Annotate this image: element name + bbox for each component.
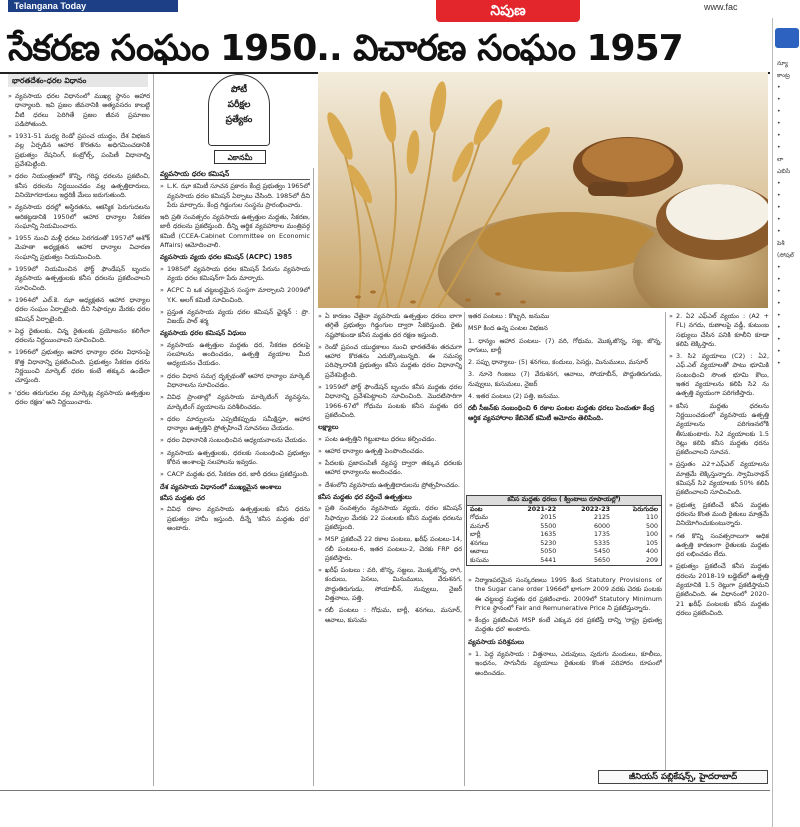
bullet-point: » రబీ పంటలు : గోధుమ, బార్లీ, శనగలు, మసూర్, ఆవాలు, కుసుమ — [318, 606, 462, 625]
table-cell: శనగలు — [470, 539, 489, 547]
section-heading: వ్యవసాయ ధరల కమిషన్ — [160, 170, 310, 180]
table-cell: ఆవాలు — [470, 548, 489, 555]
msp-data-table — [467, 506, 661, 566]
page-headline: సేకరణ సంఘం 1950.. విచారణ సంఘం 1957 — [8, 28, 683, 69]
paragraph: » 2. ఏ2 ఎఫ్‌ఎల్ వ్యయం : (A2 + FL) నగదు, రుణాలపై వడ్డీ, కుటుంబ సభ్యులు చేసిన పనికి కూలీని కూడా కలిపి లెక్కిస్తారు. — [669, 312, 769, 349]
website-url[interactable]: www.fac — [704, 2, 738, 12]
table-cell: 2015 — [540, 514, 557, 521]
table-header-cell: 2022-23 — [581, 505, 610, 513]
bullet-point: » ధరల విధాన సమగ్ర దృక్పథంతో ఆహార ధాన్యాల మార్కెట్ విధానాలను సూచించడం. — [160, 372, 310, 391]
table-cell: 5230 — [540, 539, 557, 547]
supplement-logo: నిపుణ — [436, 0, 580, 22]
bullet-point: » ఖరీఫ్ పంటలు : వరి, జొన్న, సజ్జలు, మొక్కజొన్న, రాగి, కందులు, పెసలు, మినుములు, వేరుశనగ, పొద్దుతిరుగుడు, సోయాబీన్, నువ్వులు, నైజర్ విత్తనాలు, పత్తి. — [318, 566, 462, 603]
bullet-point: » 1985లో వ్యవసాయ ధరల కమిషన్ పేరును వ్యవసాయ వ్యయ ధరల కమిషన్‌గా పేరు మార్చారు. — [160, 265, 310, 284]
bullet-point: » రెండో ప్రపంచ యుద్ధకాలం నుంచి భారతదేశం తరచుగా ఆహార కొరతను ఎదుర్కొంటున్నది. ఈ సమస్య పరిష్కారానికి ప్రభుత్వం కనీస మద్దతు ధరల విధానాన్ని ప్రవేశపెట్టింది. — [318, 343, 462, 380]
table-header-cell: పెరుగుదల — [632, 505, 658, 513]
paragraph: 2. పప్పు ధాన్యాలు- (5) శనగలు, కందులు, పెసర్లు, మినుములు, మసూర్ — [468, 358, 648, 367]
adjacent-page-fragment: • — [777, 120, 781, 127]
footer-rule — [0, 790, 770, 791]
column-5 — [669, 312, 769, 768]
table-cell: 1735 — [593, 531, 610, 538]
paragraph: » 1931-51 మధ్య రెండో ప్రపంచ యుద్ధం, దేశ విభజన వల్ల ఏర్పడిన ఆహార కొరతను అధిగమించడానికి ప్రభుత్వం రేషనింగ్, కంట్రోల్స్, పంపిణీ విధానాల్ని ప్రవేశపెట్టింది. — [8, 132, 150, 169]
adjacent-page-logo — [775, 28, 799, 48]
adjacent-page-fragment: • — [777, 276, 781, 283]
table-cell: బార్లీ — [470, 531, 481, 538]
paragraph: 3. నూనె గింజలు (7) వేరుశనగ, ఆవాలు, సోయాబీన్, పొద్దుతిరుగుడు, నువ్వులు, కుసుమలు, నైజర్ — [468, 370, 662, 388]
paragraph: » కేంద్రం ప్రకటించిన MSP కంటే ఎక్కువ ధర ప్రకటిస్తే దాన్ని 'రాష్ట్ర ప్రభుత్వ మద్దతు ధర' అంటారు. — [468, 616, 662, 635]
sub-heading: కనీస మద్దతు ధర వర్తించే ఉత్పత్తులు — [318, 493, 412, 502]
bullet-point: » పంట ఉత్పత్తిని గిట్టుబాటు ధరలు కల్పించడం. — [318, 435, 462, 444]
paragraph: వ్యవసాయ పరిశ్రమలు — [468, 637, 525, 646]
adjacent-page-fragment: కాంట్ర — [777, 72, 790, 79]
bullet-point: » 1959లో ఫోర్డ్ ఫౌండేషన్ బృందం కనీస మద్దతు ధరల విధానాన్ని ప్రవేశపెట్టాలని సూచించింది. మొదటిసారిగా 1966-67లో గోధుమ పంటకు కనీస మద్దతు ధర ప్రకటించింది. — [318, 383, 462, 420]
paragraph: » ప్రభుత్వ ప్రకటించే కనీస మద్దతు ధరలను కొంత మంది రైతులు మాత్రమే వినియోగించుకుంటున్నారు. — [669, 501, 769, 529]
adjacent-page-fragment: • — [777, 348, 781, 355]
paragraph: » నిర్మాణపరమైన సంస్కరణలు 1995 కింద Statutory Provisions of the Sugar cane order 1966లో భాగంగా 2009 వరకు చెరకు పంటకు ఈ చట్టబద్ధ మద్దతు ధర ప్రకటించారు. 2009లో Statutory Minimum Price స్థానంలో Fair and Remunerative Price ని ప్రకటిస్తున్నారు. — [468, 576, 662, 613]
left-column — [8, 92, 150, 784]
table-cell: 5335 — [593, 539, 610, 547]
table-cell: 5441 — [540, 556, 557, 564]
table-cell: మసూర్ — [470, 522, 490, 530]
publisher-credit: జీనియస్ పబ్లికేషన్స్, హైదరాబాద్ — [598, 770, 768, 784]
bullet-point: » వ్యవసాయ ఉత్పత్తుల మద్దతు ధర, సేకరణ ధరలపై సలహాలను అందించడం, ఉత్పత్తి వ్యయాల మీద అధ్యయనం చేయడం. — [160, 341, 310, 369]
sub-heading: వ్యవసాయ ధరల కమిషన్ విధులు — [160, 329, 247, 338]
table-cell: 110 — [645, 514, 658, 521]
table-cell: 2125 — [593, 514, 610, 521]
bullet-point: » పేదలకు ప్రజాపంపిణీ వ్యవస్థ ద్వారా తక్కువ ధరలకు ఆహార ధాన్యాలను అందించడం. — [318, 459, 462, 478]
bullet-point: » MSP ప్రకటించే 22 రకాల పంటలు, ఖరీఫ్ పంటలు-14, రబీ పంటలు-6, ఇతర పంటలు-2, చెరకు FRP ధర ప్రకటిస్తారు. — [318, 535, 462, 563]
adjacent-page-fragment: • — [777, 216, 781, 223]
bullet-point: » ప్రస్తుత వ్యవసాయ వ్యయ ధరల కమిషన్ ఛైర్మన్ : ప్రొ. విజయ్ పాల్ శర్మ — [160, 308, 310, 327]
bullet-point: » ACPC ని ఒక చట్టబద్ధమైన సంస్థగా మార్చాలని 2009లో Y.K. అలగ్ కమిటీ సూచించింది. — [160, 286, 310, 305]
adjacent-page-fragment: • — [777, 300, 781, 307]
masthead — [0, 0, 800, 28]
adjacent-page-fragment: • — [777, 108, 781, 115]
paragraph: » కనీస మద్దతు ధరలను నిర్ణయించడంలో వ్యవసాయ ఉత్పత్తి వ్యయాలను పరిగణనలోకి తీసుకుంటారు. సి2 వ్యయాలకు 1.5 రెట్లు కలిపి కనీస మద్దతు ధరను ప్రకటించాలని సూచన. — [669, 402, 769, 458]
subject-tag: ఎకానమీ — [214, 150, 266, 164]
wheat-grain-photo — [318, 72, 768, 308]
adjacent-page-fragment: • — [777, 84, 781, 91]
table-cell: 100 — [645, 531, 658, 538]
msp-table — [466, 495, 662, 566]
adjacent-page-items — [773, 58, 800, 370]
paragraph: » 1. పెద్ద వ్యవసాయ : విత్తనాలు, ఎరువులు, పురుగు మందులు, కూలీలు, ఇంధనం, సాగునీరు వ్యయాలు రైతులకు కొంత పరిహారం రూపంలో అందించడం. — [468, 650, 662, 678]
paragraph: » ప్రభుత్వం ప్రకటించే కనీస మద్దతు ధరలను 2018-19 బడ్జెట్‌లో ఉత్పత్తి వ్యయానికి 1.5 రెట్లుగా ప్రకటిస్తామని ప్రకటించింది. ఈ విధానంలో 2020-21 ఖరీఫ్ పంటలకు కనీస మద్దతు ధరలు ప్రకటించింది. — [669, 562, 769, 618]
table-cell: 105 — [645, 539, 658, 547]
paragraph: » ప్రస్తుతం ఎ2+ఎఫ్ఎల్ వ్యయాలను మాత్రమే లెక్కిస్తున్నారు. స్వామినాథన్ కమిషన్ సి2 వ్యయాలకు 50% కలిపి ప్రకటించాలని సూచించింది. — [669, 460, 769, 497]
sub-heading: దేశ వ్యవసాయ విధానంలో ముఖ్యమైన అంశాలు — [160, 482, 282, 491]
wheat-grain-illustration — [318, 72, 768, 308]
paragraph: 4. ఇతర పంటలు (2) పత్తి, జనుము. — [468, 392, 560, 401]
column-4-continued — [468, 576, 662, 784]
column-3 — [318, 312, 462, 784]
bullet-point: » ధరల మార్పులను ఎప్పటికప్పుడు సమీక్షిస్తూ, ఆహార ధాన్యాల ఉత్పత్తిని ప్రోత్సహించే సూచనలు చేయడం. — [160, 415, 310, 434]
table-header-row — [467, 506, 661, 515]
table-cell: 500 — [645, 522, 658, 530]
paragraph: ఇతర పంటలు : కొబ్బరి, జనుము — [468, 312, 550, 320]
paragraph: » వివిధ రకాల వ్యవసాయ ఉత్పత్తులకు కనీస ధరను ప్రభుత్వం హామీ ఇస్తుంది. దీన్నే 'కనీస మద్దతు ధర' అంటారు. — [160, 505, 310, 533]
badge-line-2: పరీక్షల — [227, 100, 251, 110]
column-divider — [313, 168, 314, 786]
bullet-point: » ధరల విధానానికి సంబంధించిన అధ్యయనాలను చేయడం. — [160, 436, 310, 445]
paragraph: » 3. సి2 వ్యయాలు (C2) : ఏ2, ఎఫ్.ఎల్ వ్యయాలతో పాటు భూమికి సంబంధించి సొంత భూమి కౌలు, ఇతర వ్యయాలను కలిపి సి2 ను ఉత్పత్తి వ్యయంగా పరిగణిస్తారు. — [669, 352, 769, 398]
sub-heading: లక్ష్యాలు — [318, 423, 339, 432]
paragraph: MSP కింద ఉన్న పంటల విభజన — [468, 324, 548, 333]
table-header-cell: 2021-22 — [527, 505, 557, 513]
paragraph: » 1959లో నియమించిన ఫోర్డ్ ఫౌండేషన్ బృందం వ్యవసాయ ఉత్పత్తులకు కనీస ధరలను ప్రకటించాలని సూచించింది. — [8, 265, 150, 293]
table-cell: 5050 — [540, 548, 557, 555]
adjacent-page-fragment: • — [777, 180, 781, 187]
paragraph: » ధరల నియంత్రణలో కొన్ని, గరిష్ఠ ధరలను ప్రకటించి, కనీస ధరలను నిర్ణయించడం వల్ల ఉత్పత్తిదారులు, వినియోగదారులు ఇద్దరికీ మేలు జరుగుతుంది. — [8, 172, 150, 200]
adjacent-page-fragment: • — [777, 96, 781, 103]
table-row — [467, 514, 661, 523]
paragraph: » వ్యవసాయ ధరల విధానంలో ముఖ్య స్థానం ఆహార ధాన్యాలది. ఇవి ప్రజల జీవనానికి అత్యవసరం కాబట్టి వీటి ధరలు పెరిగితే ప్రజల జీవన ప్రమాణం పడిపోతుంది. — [8, 92, 150, 129]
table-cell: గోధుమ — [470, 514, 488, 521]
competitive-exam-badge — [208, 74, 270, 146]
bullet-point: » ఆహార ధాన్యాల ఉత్పత్తి పెంపొందించడం. — [318, 447, 462, 456]
adjacent-page-fragment: • — [777, 132, 781, 139]
adjacent-page-fragment: పెశీ — [777, 240, 785, 247]
column-divider — [665, 312, 666, 770]
table-row — [467, 548, 661, 557]
column-divider — [153, 74, 154, 786]
paragraph: » L.K. ఝా కమిటీ సూచన ప్రకారం కేంద్ర ప్రభుత్వం 1965లో వ్యవసాయ ధరల కమిషన్ ఏర్పాటు చేసింది. 1985లో దీని పేరు మార్చారు. కేంద్ర గిడ్డంగుల సంస్థను ప్రారంభించారు. — [160, 182, 310, 210]
table-cell: 5650 — [593, 556, 610, 564]
paragraph: » 'ధరల తరుగుదల వల్ల మార్కెట్ల వ్యవసాయ ఉత్పత్తుల ధరల రక్షణ' అని నిర్ణయించారు. — [8, 389, 150, 408]
table-cell: 5500 — [540, 522, 557, 530]
column-4 — [468, 312, 662, 492]
adjacent-page-fragment: న్యూ — [777, 60, 788, 67]
adjacent-page-fragment: • — [777, 204, 781, 211]
table-cell: కుసుమ — [470, 556, 489, 564]
table-cell: 6000 — [593, 522, 610, 530]
badge-line-1: పోటీ — [230, 85, 248, 95]
newspaper-brand: Telangana Today — [8, 0, 178, 12]
sub-heading: వ్యవసాయ వ్యయ ధరల కమిషన్ (ACPC) 1985 — [160, 253, 293, 262]
sub-heading: కనీస మద్దతు ధర — [160, 493, 205, 502]
paragraph: » 1964లో ఎల్.కె. ఝా అధ్యక్షతన ఆహార ధాన్యాల ధరల సంఘం ఏర్పాటైంది. దీని సిఫార్సుల మేరకు ధరల కమిషన్ ఏర్పాటైంది. — [8, 296, 150, 324]
table-cell: 1635 — [540, 531, 557, 538]
bullet-point: » ప్రతి సంవత్సరం వ్యవసాయ వ్యయ, ధరల కమిషన్ సిఫార్సుల మేరకు 22 పంటలకు కనీస మద్దతు ధరలను ప్రకటిస్తుంది. — [318, 504, 462, 532]
adjacent-page-fragment: • — [777, 324, 781, 331]
adjacent-page-strip — [772, 18, 800, 827]
paragraph: » వ్యవసాయ ధరల్లో అస్థిరతను, ఆకస్మిక పెరుగుదలను అరికట్టడానికి 1950లో ఆహార ధాన్యాల సేకరణ సంఘాన్ని నియమించారు. — [8, 203, 150, 231]
bullet-point: » వ్యవసాయ ఉత్పత్తులకు, ధరలకు సంబంధించి ప్రభుత్వం కోరిన అంశాలపై సలహాలను ఇవ్వడం. — [160, 449, 310, 468]
bullet-point: » CACP మద్దతు ధర, సేకరణ ధర, జారీ ధరలు ప్రకటిస్తుంది. — [160, 470, 310, 479]
adjacent-page-fragment: • — [777, 228, 781, 235]
adjacent-page-fragment: • — [777, 312, 781, 319]
left-section-tab: భారతదేశం-ధరల విధానం — [8, 74, 148, 87]
paragraph: » పెద్ద రైతులకు, చిన్న రైతులకు ప్రయోజనం కలిగేలా ధరలను నిర్ణయించాలని సూచించింది. — [8, 327, 150, 346]
table-row — [467, 540, 661, 549]
table-title: కనీస మద్దతు ధరలు ( క్వింటాలు రూపాయల్లో) — [467, 496, 661, 506]
table-header-cell: పంట — [470, 505, 483, 513]
paragraph: ఇది ప్రతి సంవత్సరం వ్యవసాయ ఉత్పత్తుల మద్దతు, సేకరణ, జారీ ధరలను ప్రకటిస్తుంది. దీన్ని ఆర్థిక వ్యవహారాల మంత్రివర్గ కమిటీ (CCEA-Cabinet Committee on Economic Affairs) ఆమోదించాలి. — [160, 213, 310, 250]
adjacent-page-fragment: • — [777, 264, 781, 271]
paragraph: 1. ధాన్యం ఆహార పంటలు- (7) వరి, గోధుమ, మొక్కజొన్న, సజ్జ, జొన్న, రాగులు, బార్లీ — [468, 336, 662, 354]
adjacent-page-fragment: లా — [777, 156, 784, 163]
table-cell: 209 — [645, 556, 658, 564]
bullet-point: » ఏ కారణం చేతైనా వ్యవసాయ ఉత్పత్తుల ధరలు బాగా తగ్గితే ప్రభుత్వం గిడ్డంగుల ద్వారా సేకరిస్తుంది. రైతు నష్టపోకుండా కనీస మద్దతు ధర రక్షణ ఇస్తుంది. — [318, 312, 462, 340]
adjacent-page-fragment: ఎబిసి — [777, 168, 791, 175]
bullet-point: » వివిధ ప్రాంతాల్లో వ్యవసాయ మార్కెటింగ్ వ్యవస్థను, మార్కెటింగ్ వ్యయాలను పరిశీలించడం. — [160, 393, 310, 412]
bullet-point: » దేశంలోని వ్యవసాయ ఉత్పత్తిదారులను ప్రోత్సహించడం. — [318, 481, 462, 490]
adjacent-page-fragment: • — [777, 144, 781, 151]
adjacent-page-fragment: (సోషల్ — [777, 252, 794, 259]
paragraph: » 1955 నుంచి మళ్లీ ధరలు పెరగడంతో 1957లో అశోక్ మెహతా అధ్యక్షతన ఆహార ధాన్యాల విచారణ సంఘాన్ని ప్రభుత్వం నియమించింది. — [8, 234, 150, 262]
paragraph: » గత కొన్ని సంవత్సరాలుగా అధిక ఉత్పత్తి కారణంగా రైతులకు మద్దతు ధర లభించడం లేదు. — [669, 532, 769, 560]
paragraph: » 1966లో ప్రభుత్వం ఆహార ధాన్యాల ధరల విధానంపై కొత్త విధానాన్ని ప్రకటించింది. ప్రభుత్వం సేకరణ ధరను నిర్ణయించి మార్కెట్ ధరల కంటే తక్కువ ఉండేలా చూస్తుంది. — [8, 348, 150, 385]
table-row — [467, 557, 661, 566]
column-2 — [160, 168, 310, 784]
table-cell: 5450 — [593, 548, 610, 555]
sub-heading: రబీ సీజన్‌కు సంబంధించి 6 రకాల పంటల మద్దతు ధరలు పెంచుతూ కేంద్ర ఆర్థిక వ్యవహారాల కేబినెట్ కమిటీ ఆమోదం తెలిపింది. — [468, 404, 655, 422]
badge-line-3: ప్రత్యేకం — [225, 115, 253, 125]
adjacent-page-fragment: • — [777, 288, 781, 295]
table-row — [467, 523, 661, 532]
table-row — [467, 531, 661, 540]
adjacent-page-fragment: • — [777, 336, 781, 343]
column-divider — [464, 312, 465, 786]
adjacent-page-fragment: • — [777, 192, 781, 199]
adjacent-page-fragment: • — [777, 360, 781, 367]
table-cell: 400 — [645, 548, 658, 555]
